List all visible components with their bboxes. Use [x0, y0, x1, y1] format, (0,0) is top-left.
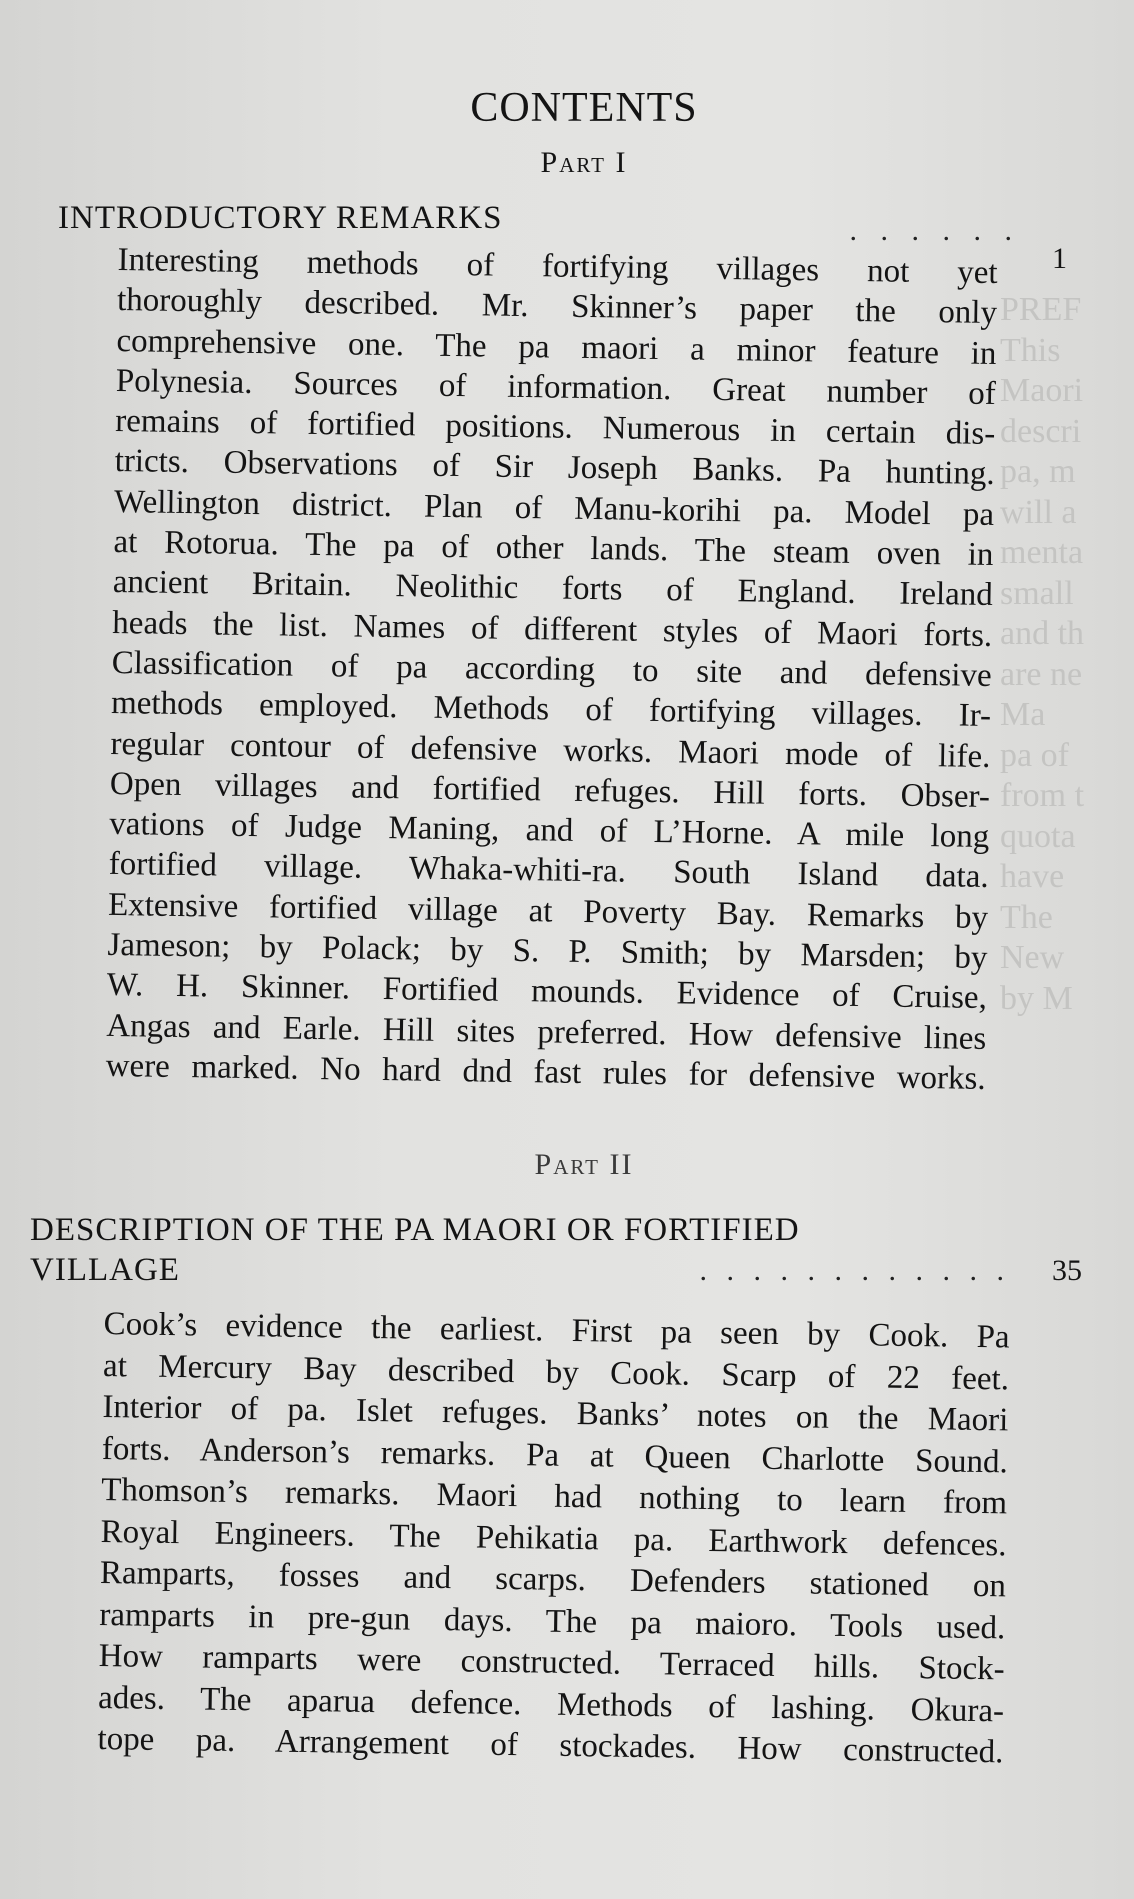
summary-line: Polynesia. Sources of information. Great number of [115, 362, 997, 412]
heading-line: DESCRIPTION OF THE PA MAORI OR FORTIFIED [30, 1212, 800, 1248]
show-through-line: Maori [1000, 372, 1084, 409]
show-through-line: and th [1000, 615, 1085, 652]
summary-line: vations of Judge Maning, and of L’Horne. A mile long [109, 806, 990, 856]
section-summary-introductory [105, 240, 997, 1099]
show-through-line: This [1000, 331, 1061, 369]
summary-line: tricts. Observations of Sir Joseph Banks. Pa hunting. [114, 443, 995, 493]
part-one-label: Part I [540, 146, 628, 179]
summary-line: Cook’s evidence the earliest. First pa seen by Cook. Pa [103, 1305, 1010, 1356]
show-through-line: PREF [1000, 291, 1082, 328]
summary-line: Royal Engineers. The Pehikatia pa. Earthwork defences. [100, 1513, 1007, 1563]
summary-line: How ramparts were constructed. Terraced hills. Stock- [98, 1637, 1005, 1688]
show-through-line: pa, m [1000, 453, 1076, 490]
show-through-line: Ma [1000, 696, 1046, 733]
summary-line: fortified village. Whaka-whiti-ra. South Island data. [108, 846, 989, 896]
show-through-text [1000, 290, 1134, 1019]
summary-line: at Mercury Bay described by Cook. Scarp of 22 feet. [102, 1347, 1010, 1397]
leader-dots: . . . . . . [849, 214, 1020, 247]
show-through-line: small [1000, 574, 1074, 612]
summary-line: at Rotorua. The pa of other lands. The steam oven in [113, 524, 994, 574]
summary-line: Jameson; by Polack; by S. P. Smith; by Marsden; by [107, 926, 988, 977]
summary-line: Angas and Earle. Hill sites preferred. How defensive lines [106, 1007, 987, 1057]
summary-line: Ramparts, fosses and scarps. Defenders stationed on [99, 1554, 1007, 1605]
show-through-line: New [1000, 939, 1065, 976]
show-through-line: quota [1000, 817, 1076, 855]
summary-line: thoroughly described. Mr. Skinner’s paper the only [116, 282, 998, 332]
section-heading-introductory: INTRODUCTORY REMARKS [58, 200, 503, 236]
heading-line: VILLAGE [30, 1252, 180, 1288]
summary-line: Interesting methods of fortifying villages not yet [117, 241, 998, 292]
section-summary-description [97, 1304, 1010, 1774]
show-through-line: will a [1000, 493, 1077, 531]
summary-line: remains of fortified positions. Numerous in certain dis- [115, 403, 996, 453]
show-through-line: pa of [1000, 736, 1069, 774]
summary-line: regular contour of defensive works. Maori mode of life. [110, 725, 991, 775]
summary-line: Classification of pa according to site and defensive [111, 644, 992, 694]
part-two-label: Part II [534, 1148, 634, 1181]
summary-line: ramparts in pre-gun days. The pa maioro. Tools used. [99, 1596, 1006, 1646]
show-through-line: have [1000, 858, 1065, 895]
leader-dots: . . . . . . . . . . . . [699, 1254, 1010, 1287]
summary-line: ancient Britain. Neolithic forts of England. Ireland [112, 564, 994, 614]
summary-line: ades. The aparua defence. Methods of lashing. Okura- [97, 1679, 1005, 1729]
show-through-line: menta [1000, 534, 1084, 571]
contents-title: CONTENTS [470, 85, 698, 131]
show-through-line: are ne [1000, 655, 1083, 693]
show-through-line: descri [1000, 412, 1082, 450]
summary-line: Wellington district. Plan of Manu-korihi pa. Model pa [113, 483, 995, 533]
summary-line: forts. Anderson’s remarks. Pa at Queen Charlotte Sound. [101, 1430, 1009, 1480]
summary-line: were marked. No hard dnd fast rules for defensive works. [105, 1047, 986, 1097]
summary-line: heads the list. Names of different styles of Maori forts. [112, 604, 993, 654]
page-number: 35 [1052, 1254, 1082, 1287]
summary-line: tope pa. Arrangement of stockades. How constructed. [97, 1720, 1004, 1771]
summary-line: W. H. Skinner. Fortified mounds. Evidence of Cruise, [106, 967, 988, 1017]
summary-line: comprehensive one. The pa maori a minor feature in [116, 322, 997, 372]
show-through-line: from t [1000, 777, 1085, 814]
summary-line: methods employed. Methods of fortifying villages. Ir- [110, 685, 992, 735]
summary-line: Extensive fortified village at Poverty Bay. Remarks by [107, 886, 989, 936]
page-number: 1 [1052, 242, 1067, 275]
summary-line: Open villages and fortified refuges. Hill forts. Obser- [109, 765, 991, 815]
summary-line: Thomson’s remarks. Maori had nothing to learn from [100, 1471, 1008, 1522]
show-through-line: by M [1000, 979, 1073, 1017]
show-through-line: The [1000, 898, 1053, 936]
summary-line: Interior of pa. Islet refuges. Banks’ notes on the Maori [102, 1388, 1009, 1439]
